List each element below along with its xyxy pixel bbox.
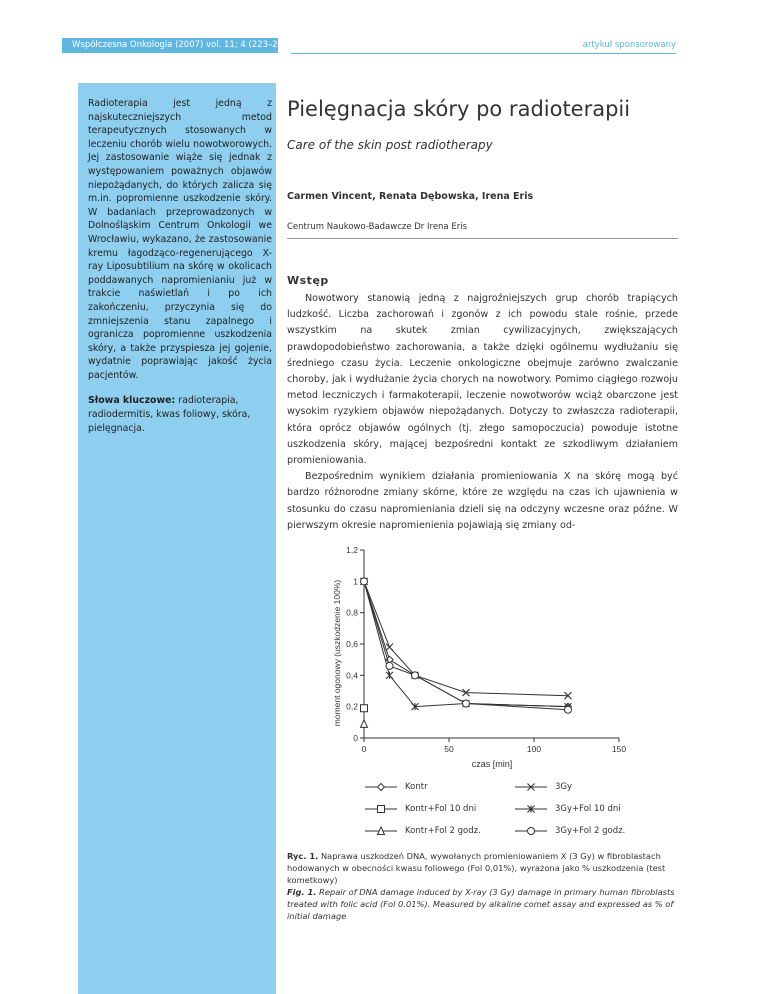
abstract-sidebar: [78, 83, 276, 994]
figure-caption: [287, 850, 682, 922]
data-point: [361, 578, 368, 585]
legend-label: Kontr+Fol 2 godz.: [405, 826, 481, 836]
series-line: [364, 581, 568, 706]
abstract-text: Radioterapia jest jedną z najskuteczniejszych metod terapeutycznych stosowanych w leczeniu chorób wielu nowotworowych. Jej zastosowanie wiąże się jednak z występowaniem poważnych objawów niepożądanych, do których zalicza się m.in. popromienne uszkodzenie skóry. W badaniach przeprowadzonych w Dolnośląskim Centrum Onkologii we Wrocławiu, wykazano, że zastosowanie kremu łagodząco-regenerującego X-ray Liposubtilium na skórę w okolicach poddawanych napromienianiu już w trakcie naświetlań i po ich zakończeniu, przyczynia się do zmniejszenia stanu zapalnego i ogranicza popromienne uszkodzenia skóry, a także przyspiesza jej gojenie, wydatnie poprawiając jakość życia pacjentów.: [88, 98, 272, 381]
x-tick-label: 150: [611, 744, 627, 754]
data-point: [565, 706, 572, 713]
legend-label: Kontr: [405, 782, 428, 792]
data-point: [386, 662, 393, 669]
series-line: [364, 581, 568, 709]
legend-marker: [378, 784, 385, 791]
y-tick-label: 0,6: [346, 639, 358, 649]
authors: Carmen Vincent, Renata Dębowska, Irena Eris: [287, 191, 534, 202]
legend-swatch: [363, 825, 399, 837]
series-line: [364, 581, 568, 695]
article-subtitle: Care of the skin post radiotherapy: [287, 138, 493, 152]
legend-swatch: [513, 803, 549, 815]
data-point: [412, 672, 419, 679]
caption-label-en: Fig. 1.: [287, 887, 317, 897]
legend-swatch: [513, 825, 549, 837]
chart-legend: [363, 780, 683, 840]
x-axis-label: czas [min]: [471, 759, 513, 769]
title-rule: [287, 238, 678, 239]
keywords: [88, 394, 272, 435]
legend-marker: [528, 828, 535, 835]
data-point: [463, 700, 470, 707]
caption-text-pl: Naprawa uszkodzeń DNA, wywołanych promieniowaniem X (3 Gy) w fibroblastach hodowanych w obecności kwasu foliowego (Fol 0,01%), wyrażona jako % uszkodzenia (test kometkowy): [287, 851, 666, 885]
y-tick-label: 0,8: [346, 607, 358, 618]
chart-axes: [346, 545, 626, 754]
series-3: [361, 705, 368, 712]
dna-repair-chart: [320, 537, 650, 772]
x-tick-label: 100: [526, 744, 542, 754]
y-tick-label: 1: [353, 576, 358, 587]
data-point: [361, 720, 368, 728]
y-tick-label: 0: [353, 733, 358, 743]
data-point: [386, 672, 393, 679]
caption-text-en: Repair of DNA damage induced by X-ray (3 Gy) damage in primary human fibroblasts treated with folic acid (Fol 0.01%). Measured by alkaline comet assay and expressed as % of initial damage: [287, 887, 675, 921]
data-point: [361, 705, 368, 712]
body-text: [287, 291, 678, 534]
affiliation: Centrum Naukowo-Badawcze Dr Irena Eris: [287, 222, 467, 232]
legend-label: 3Gy+Fol 10 dni: [555, 804, 621, 814]
paragraph-1: Nowotwory stanowią jedną z najgroźniejszych grup chorób trapiących ludzkość. Liczba zachorowań i zgonów z ich powodu stale rośnie, przede wszystkim na skutek zmian cywilizacyjnych, zwiększających prawdopodobieństwo zachorowania, a także dzięki ogólnemu wydłużaniu się średniego czasu życia. Leczenie onkologiczne obejmuje zarówno zwalczanie choroby, jak i wydłużanie życia chorych na nowotwory. Pomimo ciągłego rozwoju metod leczniczych i farmakoterapii, leczenie nowotworów wciąż obarczone jest wysokim ryzykiem objawów niepożądanych. Dotyczy to zwłaszcza radioterapii, która oprócz objawów ogólnych (tj. złego samopoczucia) powoduje istotne uszkodzenia skóry, mającej bezpośredni kontakt ze szkodliwym działaniem promieniowania.: [287, 293, 678, 467]
x-tick-label: 0: [361, 744, 367, 754]
y-tick-label: 0,4: [346, 670, 358, 681]
section-heading: Wstęp: [287, 274, 329, 287]
legend-label: 3Gy: [555, 782, 573, 792]
legend-swatch: [363, 803, 399, 815]
legend-swatch: [513, 781, 549, 793]
legend-label: Kontr+Fol 10 dni: [405, 804, 477, 814]
legend-label: 3Gy+Fol 2 godz.: [555, 826, 626, 836]
keywords-list: radioterapia, radiodermitis, kwas foliowy, skóra, pielęgnacja.: [88, 395, 251, 434]
chart-series: [361, 578, 572, 728]
keywords-label: Słowa kluczowe:: [88, 395, 176, 407]
series-5: [361, 720, 368, 728]
legend-marker: [378, 806, 385, 813]
header-rule: [291, 53, 676, 54]
y-axis-label: moment ogonowy (uszkodzenie 100%): [332, 579, 342, 727]
x-tick-label: 50: [444, 744, 454, 754]
journal-header: Współczesna Onkologia (2007) vol. 11; 4 (223–226): [62, 38, 278, 53]
series-line: [364, 581, 568, 706]
caption-label-pl: Ryc. 1.: [287, 851, 319, 861]
data-point: [386, 644, 393, 651]
y-tick-label: 1,2: [346, 545, 358, 555]
paragraph-2: Bezpośrednim wynikiem działania promieniowania X na skórę mogą być bardzo różnorodne zmiany skórne, które ze względu na czas ich ujawnienia w stosunku do czasu napromieniania dzieli się na odczyny wczesne oraz późne. W pierwszym okresie napromienienia pojawiają się zmiany od-: [287, 471, 678, 531]
y-tick-label: 0,2: [346, 701, 358, 712]
section-tag: artykuł sponsorowany: [582, 40, 676, 50]
legend-swatch: [363, 781, 399, 793]
article-title: Pielęgnacja skóry po radioterapii: [287, 97, 631, 121]
series-2: [361, 578, 572, 699]
